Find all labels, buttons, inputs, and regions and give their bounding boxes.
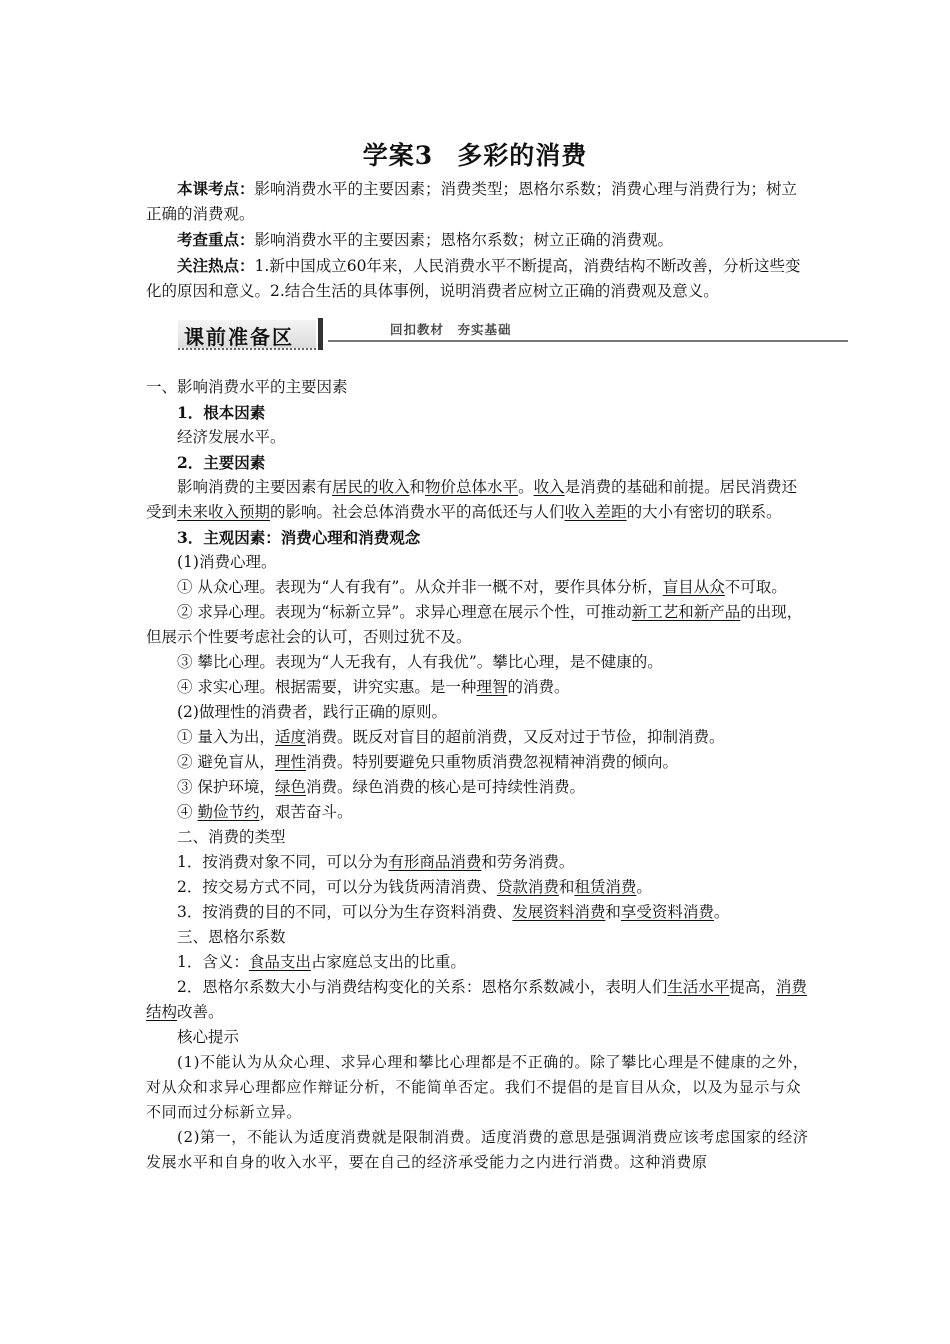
- paragraph: 影响消费的主要因素有居民的收入和物价总体水平。收入是消费的基础和前提。居民消费还受到未来收入预期的影响。社会总体消费水平的高低还与人们收入差距的大小有密切的联系。: [146, 478, 798, 521]
- paragraph: ② 求异心理。表现为“标新立异”。求异心理意在展示个性，可推动新工艺和新产品的出现，但展示个性要考虑社会的认可，否则过犹不及。: [146, 603, 803, 646]
- intro-label: 关注热点：: [177, 256, 255, 275]
- paragraph: (1)消费心理。: [177, 553, 277, 571]
- tip-paragraph: (2)第一，不能认为适度消费就是限制消费。适度消费的意思是强调消费应该考虑国家的经济发展水平和自身的收入水平，要在自己的经济承受能力之内进行消费。这种消费原: [146, 1128, 809, 1171]
- paragraph: 1．按消费对象不同，可以分为有形商品消费和劳务消费。: [177, 853, 575, 871]
- fill-answer: 物价总体水平: [425, 478, 519, 496]
- fill-answer: 租赁消费: [574, 878, 637, 896]
- paragraph: ④ 勤俭节约，艰苦奋斗。: [177, 803, 353, 821]
- subheading: 2．主要因素: [177, 453, 266, 472]
- fill-answer: 适度: [274, 728, 306, 746]
- page-title: [0, 136, 950, 172]
- intro-label: 本课考点：: [177, 179, 255, 198]
- title-main: 多彩的消费: [457, 141, 588, 170]
- paragraph: ② 避免盲从，理性消费。特别要避免只重物质消费忽视精神消费的倾向。: [177, 753, 678, 771]
- paragraph: 1．含义：食品支出占家庭总支出的比重。: [177, 953, 466, 971]
- intro-hot-topics: [146, 253, 806, 304]
- paragraph: 经济发展水平。: [177, 428, 286, 446]
- fill-answer: 贷款消费: [496, 878, 559, 896]
- fill-answer: 勤俭节约: [197, 803, 260, 821]
- paragraph: ③ 攀比心理。表现为“人无我有，人有我优”。攀比心理，是不健康的。: [177, 653, 663, 671]
- fill-answer: 理智: [476, 678, 508, 696]
- banner-title-box: [178, 320, 316, 350]
- section-heading: 二、消费的类型: [177, 828, 286, 846]
- fill-answer: 食品支出: [248, 953, 311, 971]
- paragraph: (2)做理性的消费者，践行正确的原则。: [177, 703, 447, 721]
- fill-answer: 生活水平: [667, 978, 730, 996]
- paragraph: ① 从众心理。表现为“人有我有”。从众并非一概不对，要作具体分析，盲目从众不可取。: [177, 578, 787, 596]
- paragraph: 3．按消费的目的不同，可以分为生存资料消费、发展资料消费和享受资料消费。: [177, 903, 730, 921]
- paragraph: ③ 保护环境，绿色消费。绿色消费的核心是可持续性消费。: [177, 778, 585, 796]
- fill-answer: 消费结构: [146, 978, 807, 1021]
- fill-answer: 发展资料消费: [512, 903, 606, 921]
- banner-rule: [328, 340, 848, 342]
- paragraph: ① 量入为出，适度消费。既反对盲目的超前消费，又反对过于节俭，抑制消费。: [177, 728, 725, 746]
- fill-answer: 理性: [274, 753, 306, 771]
- section-heading: 一、影响消费水平的主要因素: [146, 378, 348, 396]
- fill-answer: 收入差距: [564, 503, 627, 521]
- tips-heading: 核心提示: [177, 1028, 240, 1046]
- content-body: [146, 375, 810, 1175]
- banner-title: 课前准备区: [184, 325, 294, 349]
- paragraph: ④ 求实心理。根据需要，讲究实惠。是一种理智的消费。: [177, 678, 570, 696]
- fill-answer: 绿色: [274, 778, 306, 796]
- intro-exam-points: [146, 176, 806, 227]
- intro-text: 影响消费水平的主要因素；恩格尔系数；树立正确的消费观。: [254, 231, 674, 249]
- subheading: 1．根本因素: [177, 403, 266, 422]
- intro-block: [146, 176, 806, 304]
- fill-answer: 未来收入预期: [177, 503, 271, 521]
- fill-answer: 盲目从众: [662, 578, 725, 596]
- subheading: 3．主观因素：消费心理和消费观念: [177, 528, 421, 547]
- section-heading: 三、恩格尔系数: [177, 928, 286, 946]
- section-banner: [178, 318, 848, 352]
- fill-answer: 居民的收入: [332, 478, 410, 496]
- title-prefix: 学案3: [362, 141, 434, 170]
- intro-text: 影响消费水平的主要因素；消费类型；恩格尔系数；消费心理与消费行为；树立正确的消费观。: [146, 180, 798, 223]
- intro-text: 1.新中国成立60年来，人民消费水平不断提高，消费结构不断改善，分析这些变化的原因和意义。2.结合生活的具体事例，说明消费者应树立正确的消费观及意义。: [146, 257, 801, 300]
- paragraph: 2．按交易方式不同，可以分为钱货两清消费、贷款消费和租赁消费。: [177, 878, 652, 896]
- intro-key-points: [146, 227, 806, 253]
- fill-answer: 收入: [533, 478, 565, 496]
- fill-answer: 有形商品消费: [388, 853, 482, 871]
- tip-paragraph: (1)不能认为从众心理、求异心理和攀比心理都是不正确的。除了攀比心理是不健康的之外，对从众和求异心理都应作辩证分析，不能简单否定。我们不提倡的是盲目从众，以及为显示与众不同而过分标新立异。: [146, 1053, 809, 1121]
- intro-label: 考查重点：: [177, 230, 255, 249]
- banner-subtitle: 回扣教材 夯实基础: [390, 322, 512, 337]
- paragraph: 2．恩格尔系数大小与消费结构变化的关系：恩格尔系数减小，表明人们生活水平提高，消费结构改善。: [146, 978, 807, 1021]
- banner-divider: [318, 318, 323, 350]
- fill-answer: 享受资料消费: [620, 903, 714, 921]
- fill-answer: 新工艺和新产品: [631, 603, 741, 621]
